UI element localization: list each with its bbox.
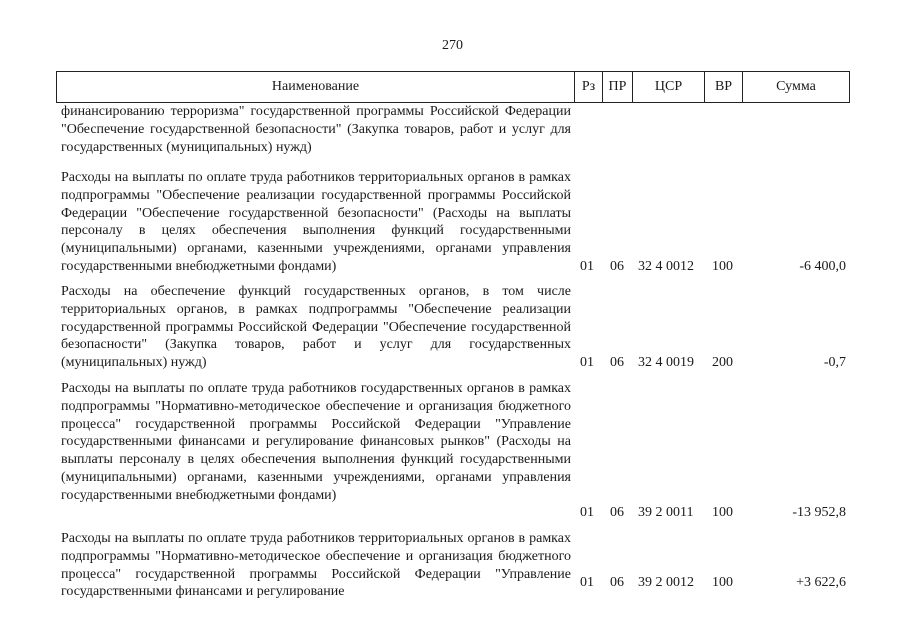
row-vr: 200 [712,355,733,370]
row-sum: -0,7 [823,355,846,370]
header-name: Наименование [57,72,575,102]
row-pr: 06 [610,259,624,274]
header-csr: ЦСР [633,72,705,102]
row-sum: -13 952,8 [792,505,846,520]
row-name: Расходы на выплаты по оплате труда работников территориальных органов в рамках подпрограммы "Обеспечение реализации государственной программы Российской Федерации "Обеспечение государственной безопасности" (Расходы на выплаты персоналу в целях обеспечения выполнения функций государственными (муниципальными) органами, казенными учреждениями, органами управления государственными внебюджетными фондами) [61,170,571,274]
table-header [56,71,850,103]
header-rz: Рз [575,72,603,102]
row-vr: 100 [712,259,733,274]
row-sum: -6 400,0 [799,259,846,274]
row-name: финансированию терроризма" государственной программы Российской Федерации "Обеспечение государственной безопасности" (Закупка товаров, работ и услуг для государственных (муниципальных) нужд) [61,104,571,155]
row-rz: 01 [580,575,594,590]
row-pr: 06 [610,575,624,590]
header-pr: ПР [603,72,633,102]
row-csr: 39 2 0012 [638,575,694,590]
row-rz: 01 [580,355,594,370]
row-csr: 32 4 0019 [638,355,694,370]
page-number: 270 [442,38,463,53]
row-vr: 100 [712,505,733,520]
row-name: Расходы на выплаты по оплате труда работников государственных органов в рамках подпрограммы "Нормативно-методическое обеспечение и организация бюджетного процесса" государственной программы Российской Федерации "Управление государственными финансами и регулирование финансовых рынков" (Расходы на выплаты персоналу в целях обеспечения выполнения функций государственными (муниципальными) органами, казенными учреждениями, органами управления государственными внебюджетными фондами) [61,381,571,503]
row-csr: 39 2 0011 [638,505,694,520]
row-rz: 01 [580,505,594,520]
row-name: Расходы на обеспечение функций государственных органов, в том числе территориальных органов, в рамках подпрограммы "Обеспечение реализации государственной программы Российской Федерации "Обеспечение государственной безопасности" (Закупка товаров, работ и услуг для государственных (муниципальных) нужд) [61,284,571,371]
row-sum: +3 622,6 [796,575,846,590]
row-vr: 100 [712,575,733,590]
header-vr: ВР [705,72,743,102]
row-rz: 01 [580,259,594,274]
row-name: Расходы на выплаты по оплате труда работников территориальных органов в рамках подпрограммы "Нормативно-методическое обеспечение и организация бюджетного процесса" государственной программы Российской Федерации "Управление государственными финансами и регулирование [61,531,571,600]
row-csr: 32 4 0012 [638,259,694,274]
row-pr: 06 [610,505,624,520]
row-pr: 06 [610,355,624,370]
header-sum: Сумма [776,79,816,94]
